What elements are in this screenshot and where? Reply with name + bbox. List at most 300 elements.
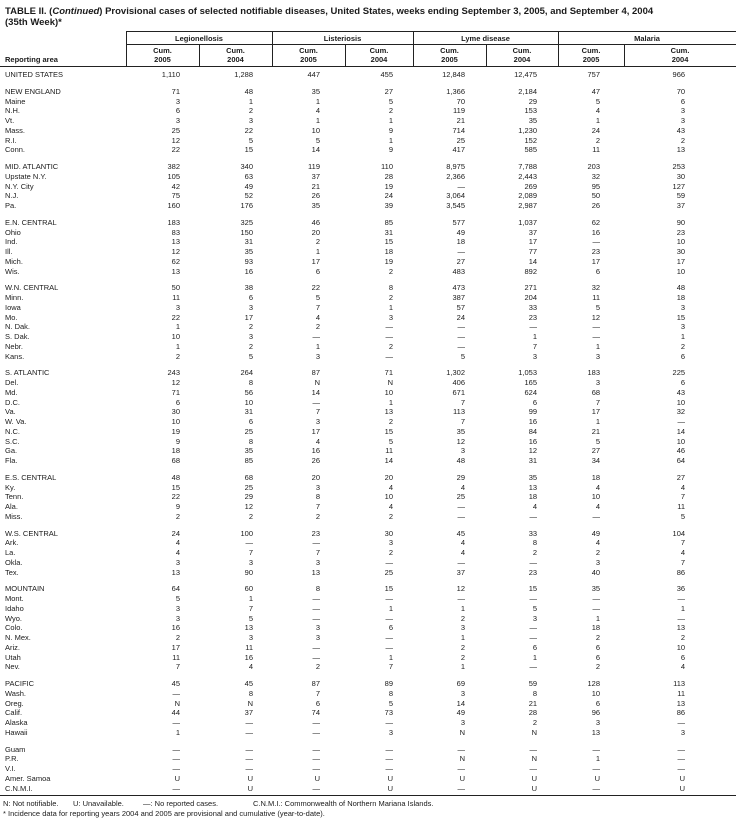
value-cell: 62 [591, 217, 601, 227]
value-cell: — [245, 754, 253, 764]
row-label: Wyo. [5, 613, 23, 623]
value-cell: 2 [460, 652, 466, 662]
value-cell: 48 [244, 86, 253, 96]
value-cell: 13 [384, 407, 394, 417]
table-row [0, 492, 736, 502]
row-label: Ga. [5, 446, 18, 456]
value-cell: 2 [315, 322, 320, 332]
value-cell: 19 [171, 426, 180, 436]
row-label: Ind. [5, 237, 18, 247]
value-cell: 7 [680, 492, 686, 502]
value-cell: 1,110 [161, 70, 180, 79]
value-cell: — [312, 332, 320, 341]
value-cell: 1 [388, 135, 394, 145]
value-cell: — [677, 613, 686, 623]
value-cell: 10 [676, 642, 686, 652]
value-cell: — [592, 744, 601, 754]
value-cell: 7 [315, 302, 320, 312]
value-cell: — [457, 594, 466, 603]
value-cell: — [385, 633, 394, 642]
value-cell: 2 [175, 351, 180, 361]
value-cell: 35 [244, 247, 253, 256]
table-row [0, 116, 736, 126]
subcol-cum-2005: Cum. 2005 [272, 45, 345, 67]
value-cell: — [385, 322, 394, 332]
value-cell: 2 [680, 341, 686, 351]
value-cell: 6 [595, 642, 601, 652]
value-cell: — [172, 754, 180, 764]
value-cell: 12,475 [514, 70, 538, 79]
value-cell: 6 [680, 378, 686, 387]
value-cell: 3 [460, 718, 466, 727]
value-cell: 37 [244, 708, 253, 718]
value-cell: 7 [595, 397, 601, 407]
value-cell: 9 [388, 125, 394, 135]
value-cell: U [624, 784, 736, 796]
value-cell: 7 [248, 548, 253, 557]
value-cell: — [172, 744, 180, 754]
value-cell: U [679, 773, 686, 783]
footnote-legend [3, 799, 732, 809]
value-cell: — [312, 613, 320, 623]
value-cell: 4 [175, 538, 180, 548]
value-cell: 68 [171, 456, 180, 465]
value-cell: 8 [248, 436, 253, 446]
value-cell: 30 [384, 528, 394, 538]
row-label: Ark. [5, 538, 19, 548]
value-cell: 6 [175, 106, 180, 116]
subcol-cum-2004: Cum. 2004 [345, 45, 413, 67]
value-cell: 64 [171, 584, 180, 594]
table-row [0, 276, 736, 293]
table-row [0, 522, 736, 539]
value-cell: 49 [244, 181, 253, 191]
value-cell: 60 [244, 584, 253, 594]
value-cell: 71 [171, 86, 180, 96]
value-cell: 4 [595, 538, 601, 548]
value-cell: 47 [591, 86, 601, 96]
table-row [0, 407, 736, 417]
value-cell: 253 [672, 162, 686, 171]
value-cell: 90 [676, 217, 686, 227]
value-cell: 56 [244, 387, 253, 397]
table-row [0, 388, 736, 398]
value-cell: 31 [528, 456, 538, 465]
value-cell: 4 [460, 548, 466, 557]
subcol-cum-2004: Cum. 2004 [199, 45, 272, 67]
value-cell: 12 [528, 446, 538, 456]
value-cell: 74 [311, 708, 320, 718]
value-cell: 6 [680, 96, 686, 106]
value-cell: 15 [384, 237, 394, 247]
value-cell: 22 [171, 312, 180, 322]
value-cell: 6 [595, 698, 601, 708]
col-group-legionellosis: Legionellosis [126, 32, 272, 45]
value-cell: — [592, 322, 601, 332]
value-cell: 10 [676, 237, 686, 247]
table-header [0, 32, 736, 67]
value-cell: 6 [680, 351, 686, 361]
value-cell: 15 [384, 426, 394, 436]
value-cell: 84 [528, 426, 538, 436]
value-cell: 2,184 [518, 86, 538, 96]
value-cell: 7 [460, 397, 466, 407]
value-cell: 3 [680, 322, 686, 332]
value-cell: 64 [676, 456, 686, 465]
value-cell: 2 [388, 341, 394, 351]
value-cell: — [677, 744, 686, 754]
value-cell: 3 [388, 538, 394, 548]
disease-group-row [0, 32, 736, 45]
value-cell: 35 [528, 472, 538, 482]
row-label: Iowa [5, 302, 21, 312]
value-cell: — [385, 764, 394, 773]
value-cell: 2 [388, 106, 394, 116]
value-cell: 2,443 [518, 171, 538, 181]
value-cell: 3,064 [446, 191, 466, 201]
value-cell: 17 [311, 426, 320, 436]
value-cell: 96 [591, 708, 601, 718]
value-cell: — [677, 417, 686, 426]
value-cell: 3 [175, 96, 180, 106]
table-row [0, 774, 736, 784]
value-cell: 37 [311, 171, 320, 181]
value-cell: 406 [452, 378, 466, 387]
row-label: UNITED STATES [5, 70, 64, 79]
value-cell: N [387, 378, 394, 387]
value-cell: 10 [384, 492, 394, 502]
value-cell: 5 [248, 613, 253, 623]
table-row [0, 538, 736, 548]
value-cell: 4 [315, 312, 320, 322]
value-cell: 2 [680, 135, 686, 145]
value-cell: 3 [460, 688, 466, 698]
table-row [0, 67, 736, 80]
value-cell: U [459, 773, 466, 783]
value-cell: U [486, 784, 558, 796]
value-cell: 16 [171, 623, 180, 633]
value-cell: — [312, 642, 320, 652]
value-cell: 17 [591, 407, 601, 417]
value-cell: — [385, 594, 394, 603]
value-cell: — [312, 718, 320, 727]
value-cell: 15 [384, 584, 394, 594]
value-cell: 100 [240, 528, 253, 538]
value-cell: 68 [244, 472, 253, 482]
value-cell: 2 [388, 548, 394, 557]
value-cell: 3 [175, 302, 180, 312]
value-cell: 2 [175, 511, 180, 521]
value-cell: 8 [315, 584, 320, 594]
value-cell: 10 [171, 332, 180, 341]
row-label: P.R. [5, 754, 19, 764]
value-cell: 29 [456, 472, 466, 482]
value-cell: 19 [384, 181, 394, 191]
value-cell: — [457, 764, 466, 773]
row-label: S. ATLANTIC [5, 368, 50, 378]
row-label: N.C. [5, 426, 20, 436]
value-cell: 3 [680, 727, 686, 737]
value-cell: 455 [380, 70, 394, 79]
value-cell: 6 [680, 652, 686, 662]
value-cell: 3 [248, 633, 253, 642]
value-cell: 27 [384, 86, 394, 96]
row-label: Ill. [5, 247, 13, 256]
value-cell: 19 [384, 256, 394, 266]
value-cell: 340 [240, 162, 253, 171]
value-cell: 183 [587, 368, 601, 378]
value-cell: 71 [384, 368, 394, 378]
value-cell: 10 [384, 387, 394, 397]
value-cell: N [531, 754, 538, 764]
table-row [0, 191, 736, 201]
value-cell: 483 [452, 266, 466, 276]
table-row [0, 145, 736, 155]
value-cell: 34 [591, 456, 601, 465]
value-cell: 18 [528, 492, 538, 502]
value-cell: — [558, 784, 624, 796]
value-cell: 10 [171, 417, 180, 426]
table-row [0, 548, 736, 558]
value-cell: 3 [248, 332, 253, 341]
value-cell: 10 [244, 397, 253, 407]
value-cell: 3 [595, 351, 601, 361]
value-cell: 16 [591, 227, 601, 237]
value-cell: 11 [592, 293, 601, 302]
table-row [0, 361, 736, 378]
value-cell: 1 [388, 302, 394, 312]
value-cell: 10 [676, 436, 686, 446]
value-cell: — [385, 754, 394, 764]
table-row [0, 754, 736, 764]
table-row [0, 126, 736, 136]
title-part1: TABLE II. ( [5, 6, 53, 17]
value-cell: — [312, 727, 320, 737]
row-label: D.C. [5, 397, 20, 407]
value-cell: 8 [248, 378, 253, 387]
value-cell: 99 [528, 407, 538, 417]
value-cell: 25 [456, 492, 466, 502]
value-cell: — [677, 764, 686, 773]
value-cell: 152 [524, 135, 538, 145]
value-cell: 2 [315, 511, 320, 521]
table-row [0, 352, 736, 362]
row-label: Ohio [5, 227, 21, 237]
table-row [0, 313, 736, 323]
value-cell: — [592, 332, 601, 341]
value-cell: 12 [456, 584, 466, 594]
row-label: Utah [5, 652, 21, 662]
row-label: PACIFIC [5, 679, 35, 688]
value-cell: 13 [591, 727, 601, 737]
value-cell: N [314, 378, 320, 387]
value-cell: 33 [528, 302, 538, 312]
value-cell: 1 [532, 652, 538, 662]
value-cell: 150 [240, 227, 253, 237]
value-cell: 17 [244, 312, 253, 322]
table-row [0, 136, 736, 146]
value-cell: 2 [595, 548, 601, 557]
row-label: Calif. [5, 708, 23, 718]
value-cell: 2 [460, 613, 466, 623]
value-cell: 35 [311, 201, 320, 210]
value-cell: 1 [595, 754, 601, 764]
value-cell: 43 [676, 387, 686, 397]
value-cell: — [529, 662, 538, 672]
value-cell: N [174, 698, 180, 708]
table-row [0, 738, 736, 755]
value-cell: 17 [591, 256, 601, 266]
value-cell: 5 [595, 436, 601, 446]
value-cell: 14 [384, 456, 394, 465]
value-cell: 29 [244, 492, 253, 502]
value-cell: 3 [315, 482, 320, 492]
value-cell: U [594, 773, 601, 783]
row-label: Ky. [5, 482, 16, 492]
row-label: Okla. [5, 557, 23, 567]
row-label: R.I. [5, 135, 17, 145]
value-cell: 85 [384, 217, 394, 227]
legend-cnmi: C.N.M.I.: Commonwealth of Northern Mariana Islands. [253, 799, 434, 809]
value-cell: 77 [528, 247, 538, 256]
row-label: N. Dak. [5, 322, 31, 332]
title-week-label: (35th Week)* [5, 17, 62, 28]
row-label: La. [5, 548, 16, 557]
table-row [0, 267, 736, 277]
subcol-cum-2004: Cum. 2004 [624, 45, 736, 67]
value-cell: 21 [456, 116, 466, 125]
table-row [0, 614, 736, 624]
notifiable-diseases-table [0, 31, 736, 796]
value-cell: 15 [676, 312, 686, 322]
value-cell: 35 [311, 86, 320, 96]
value-cell: 8 [248, 688, 253, 698]
value-cell: 93 [244, 256, 253, 266]
value-cell: 21 [311, 181, 320, 191]
table-row [0, 155, 736, 172]
value-cell: 2 [460, 642, 466, 652]
value-cell: 22 [311, 283, 320, 293]
value-cell: 45 [171, 679, 180, 688]
table-row [0, 604, 736, 614]
value-cell: 1 [595, 613, 601, 623]
value-cell: — [385, 351, 394, 361]
table-row [0, 466, 736, 483]
title-part3: ) Provisional cases of selected notifiable diseases, United States, weeks ending September 3, 2005, and September 4, 2004 [99, 6, 654, 17]
row-label: Wis. [5, 266, 20, 276]
value-cell: 5 [680, 511, 686, 521]
value-cell: 86 [676, 708, 686, 718]
row-label: Ariz. [5, 642, 20, 652]
value-cell: 2 [248, 511, 253, 521]
table-row [0, 662, 736, 672]
value-cell: 1 [460, 662, 466, 672]
value-cell: 10 [591, 688, 601, 698]
value-cell: 90 [244, 567, 253, 577]
value-cell: 1 [595, 116, 601, 125]
value-cell: — [592, 764, 601, 773]
value-cell: 3 [315, 623, 320, 633]
value-cell: 16 [528, 436, 538, 446]
value-cell: 17 [676, 256, 686, 266]
table-row [0, 728, 736, 738]
value-cell: 26 [311, 456, 320, 465]
value-cell: 243 [167, 368, 180, 378]
value-cell: 14 [311, 387, 320, 397]
value-cell: 6 [315, 698, 320, 708]
table-row [0, 672, 736, 689]
row-label: Colo. [5, 623, 23, 633]
row-label: C.N.M.I. [0, 784, 126, 796]
value-cell: 6 [532, 642, 538, 652]
row-label: Va. [5, 407, 16, 417]
value-cell: 22 [171, 492, 180, 502]
table-row [0, 332, 736, 342]
value-cell: 28 [528, 708, 538, 718]
value-cell: 1,037 [518, 217, 538, 227]
table-row [0, 398, 736, 408]
value-cell: 40 [591, 567, 601, 577]
value-cell: 75 [171, 191, 180, 201]
row-label: W. Va. [5, 417, 27, 426]
footnotes [0, 796, 736, 818]
row-label: Oreg. [5, 698, 24, 708]
value-cell: 165 [524, 378, 538, 387]
subcol-cum-2004: Cum. 2004 [486, 45, 558, 67]
row-label: N.H. [5, 106, 20, 116]
value-cell: 15 [244, 145, 253, 155]
value-cell: 3 [175, 557, 180, 567]
value-cell: 4 [532, 502, 538, 511]
value-cell: 7 [315, 502, 320, 511]
value-cell: 3 [248, 302, 253, 312]
value-cell: 3 [532, 613, 538, 623]
table-row [0, 211, 736, 228]
value-cell: 4 [595, 482, 601, 492]
value-cell: 11 [172, 293, 180, 302]
value-cell: 757 [587, 70, 601, 79]
value-cell: 17 [311, 256, 320, 266]
value-cell: 12 [171, 378, 180, 387]
value-cell: 1 [315, 247, 320, 256]
row-label: Mich. [5, 256, 23, 266]
value-cell: 12 [244, 502, 253, 511]
value-cell: 5 [460, 351, 466, 361]
table-row [0, 502, 736, 512]
value-cell: 46 [311, 217, 320, 227]
value-cell: 59 [528, 679, 538, 688]
value-cell: 4 [315, 436, 320, 446]
row-label: MID. ATLANTIC [5, 162, 59, 171]
value-cell: 37 [456, 567, 466, 577]
value-cell: 8 [315, 492, 320, 502]
value-cell: 48 [456, 456, 466, 465]
value-cell: 5 [532, 603, 538, 613]
value-cell: 8 [532, 538, 538, 548]
value-cell: 1,288 [234, 70, 253, 79]
row-label: Mass. [5, 125, 26, 135]
value-cell: — [677, 754, 686, 764]
row-label: Hawaii [5, 727, 28, 737]
value-cell: 12,848 [442, 70, 466, 79]
row-label: Nebr. [5, 341, 23, 351]
value-cell: 5 [248, 135, 253, 145]
value-cell: 1 [248, 96, 253, 106]
value-cell: 23 [528, 312, 538, 322]
value-cell: 42 [171, 181, 180, 191]
value-cell: 3 [595, 718, 601, 727]
value-cell: 35 [456, 426, 466, 436]
